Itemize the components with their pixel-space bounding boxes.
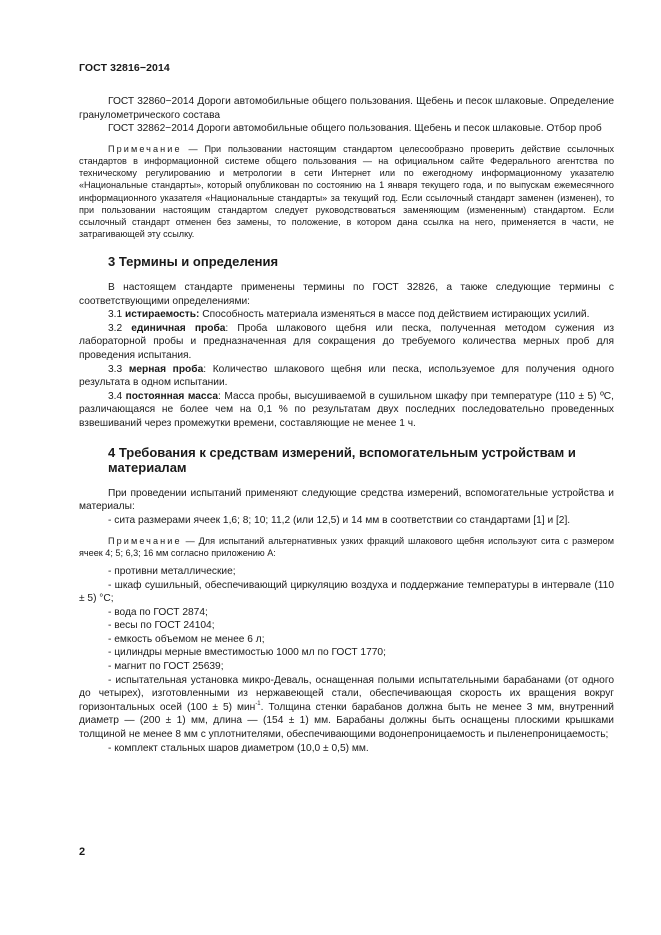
term-definition (79, 390, 614, 431)
note-label: Примечание (108, 535, 182, 546)
note-paragraph (79, 535, 614, 559)
list-item: - емкость объемом не менее 6 л; (108, 633, 265, 645)
term-text: Способность материала изменяться в массе под действием истирающих усилий. (199, 309, 590, 321)
term-number: 3.1 (108, 309, 125, 321)
term-definition (79, 363, 614, 390)
document-header: ГОСТ 32816−2014 (79, 62, 170, 74)
document-page (79, 62, 614, 755)
list-item: - комплект стальных шаров диаметром (10,0 ± 0,5) мм. (108, 742, 369, 754)
term-name: истираемость: (125, 309, 200, 321)
list-item: - шкаф сушильный, обеспечивающий циркуляцию воздуха и поддержание температуры в интервале (110 ± 5) °С; (79, 579, 614, 605)
term-text: : Масса пробы, высушиваемой в сушильном шкафу при температуре (110 ± 5) ºС, различающаяся не более чем на 0,1 % по результатам двух последних последовательно проведенных взвешиваний через промежутки времени, составляющие не менее 1 ч. (79, 390, 614, 429)
term-name: единичная проба (131, 322, 226, 334)
note-text: — При пользовании настоящим стандартом целесообразно проверить действие ссылочных стандартов в информационной системе общего пользования — на официальном сайте Федерального агентства по техническому регулированию и метрологии в сети Интернет или по ежегодному информационному указателю «Национальные стандарты», который опубликован по состоянию на 1 января текущего года, и по выпускам ежемесячного информационного указателя «Национальные стандарты» за текущий год. Если ссылочный стандарт заменен (изменен), то при пользовании настоящим стандартом следует руководствоваться заменяющим (измененным) стандартом. Если ссылочный стандарт отменен без замены, то положение, в котором дана ссылка на него, применяется в части, не затрагивающей эту ссылку. (79, 143, 614, 240)
list-item (79, 674, 614, 742)
term-number: 3.3 (108, 363, 129, 375)
list-item: - магнит по ГОСТ 25639; (108, 661, 224, 673)
note-text: — Для испытаний альтернативных узких фракций шлакового щебня используют сита с размером ячеек 4; 5; 6,3; 16 мм согласно приложению А: (79, 535, 614, 558)
section-heading: 4 Требования к средствам измерений, вспомогательным устройствам и материалам (108, 444, 576, 476)
list-item: - вода по ГОСТ 2874; (108, 606, 208, 618)
list-item: - противни металлические; (108, 565, 236, 577)
reference-item: ГОСТ 32862−2014 Дороги автомобильные общего пользования. Щебень и песок шлаковые. Отбор проб (108, 123, 602, 135)
superscript: -1 (255, 700, 261, 707)
reference-item: ГОСТ 32860−2014 Дороги автомобильные общего пользования. Щебень и песок шлаковые. Определение гранулометрического состава (79, 96, 614, 121)
term-definition (79, 322, 614, 363)
note-paragraph (79, 143, 614, 241)
page-number: 2 (79, 846, 86, 858)
list-item-text: . Толщина стенки барабанов должна быть не менее 3 мм, внутренний диаметр — (200 ± 1) мм, длина — (154 ± 1) мм. Барабаны должны быть оснащены плоскими крышками толщиной не менее 8 мм с уплотнителями, обеспечивающими водонепроницаемость и пыленепроницаемость; (79, 701, 614, 741)
term-text: : Проба шлакового щебня или песка, полученная методом сужения из лабораторной пробы и предназначенная для сокращения до требуемого количества мерных проб для проведения испытания. (79, 322, 614, 361)
list-item: - весы по ГОСТ 24104; (108, 620, 215, 632)
list-item: - сита размерами ячеек 1,6; 8; 10; 11,2 (или 12,5) и 14 мм в соответствии со стандартами [1] и [2]. (108, 514, 571, 526)
term-name: постоянная масса (125, 390, 219, 402)
section-intro: При проведении испытаний применяют следующие средства измерений, вспомогательные устройства и материалы: (79, 487, 614, 513)
list-item-text: - испытательная установка микро-Деваль, оснащенная полыми испытательными барабанами (от одного до четырех), изготовленными из нержавеющей стали, обеспечивающая скорость их вращения вокруг горизонтальных осей (100 ± 5) мин (79, 674, 614, 713)
term-number: 3.4 (108, 390, 126, 402)
term-text: : Количество шлакового щебня или песка, используемое для получения одного результата в одном испытании. (79, 363, 614, 389)
section-heading: 3 Термины и определения (108, 254, 279, 270)
section-intro: В настоящем стандарте применены термины по ГОСТ 32826, а также следующие термины с соответствующими определениями: (79, 282, 614, 307)
term-definition (79, 308, 614, 322)
note-label: Примечание (108, 143, 182, 154)
term-name: мерная проба (128, 363, 204, 375)
list-item: - цилиндры мерные вместимостью 1000 мл по ГОСТ 1770; (108, 647, 386, 659)
term-number: 3.2 (108, 322, 132, 334)
